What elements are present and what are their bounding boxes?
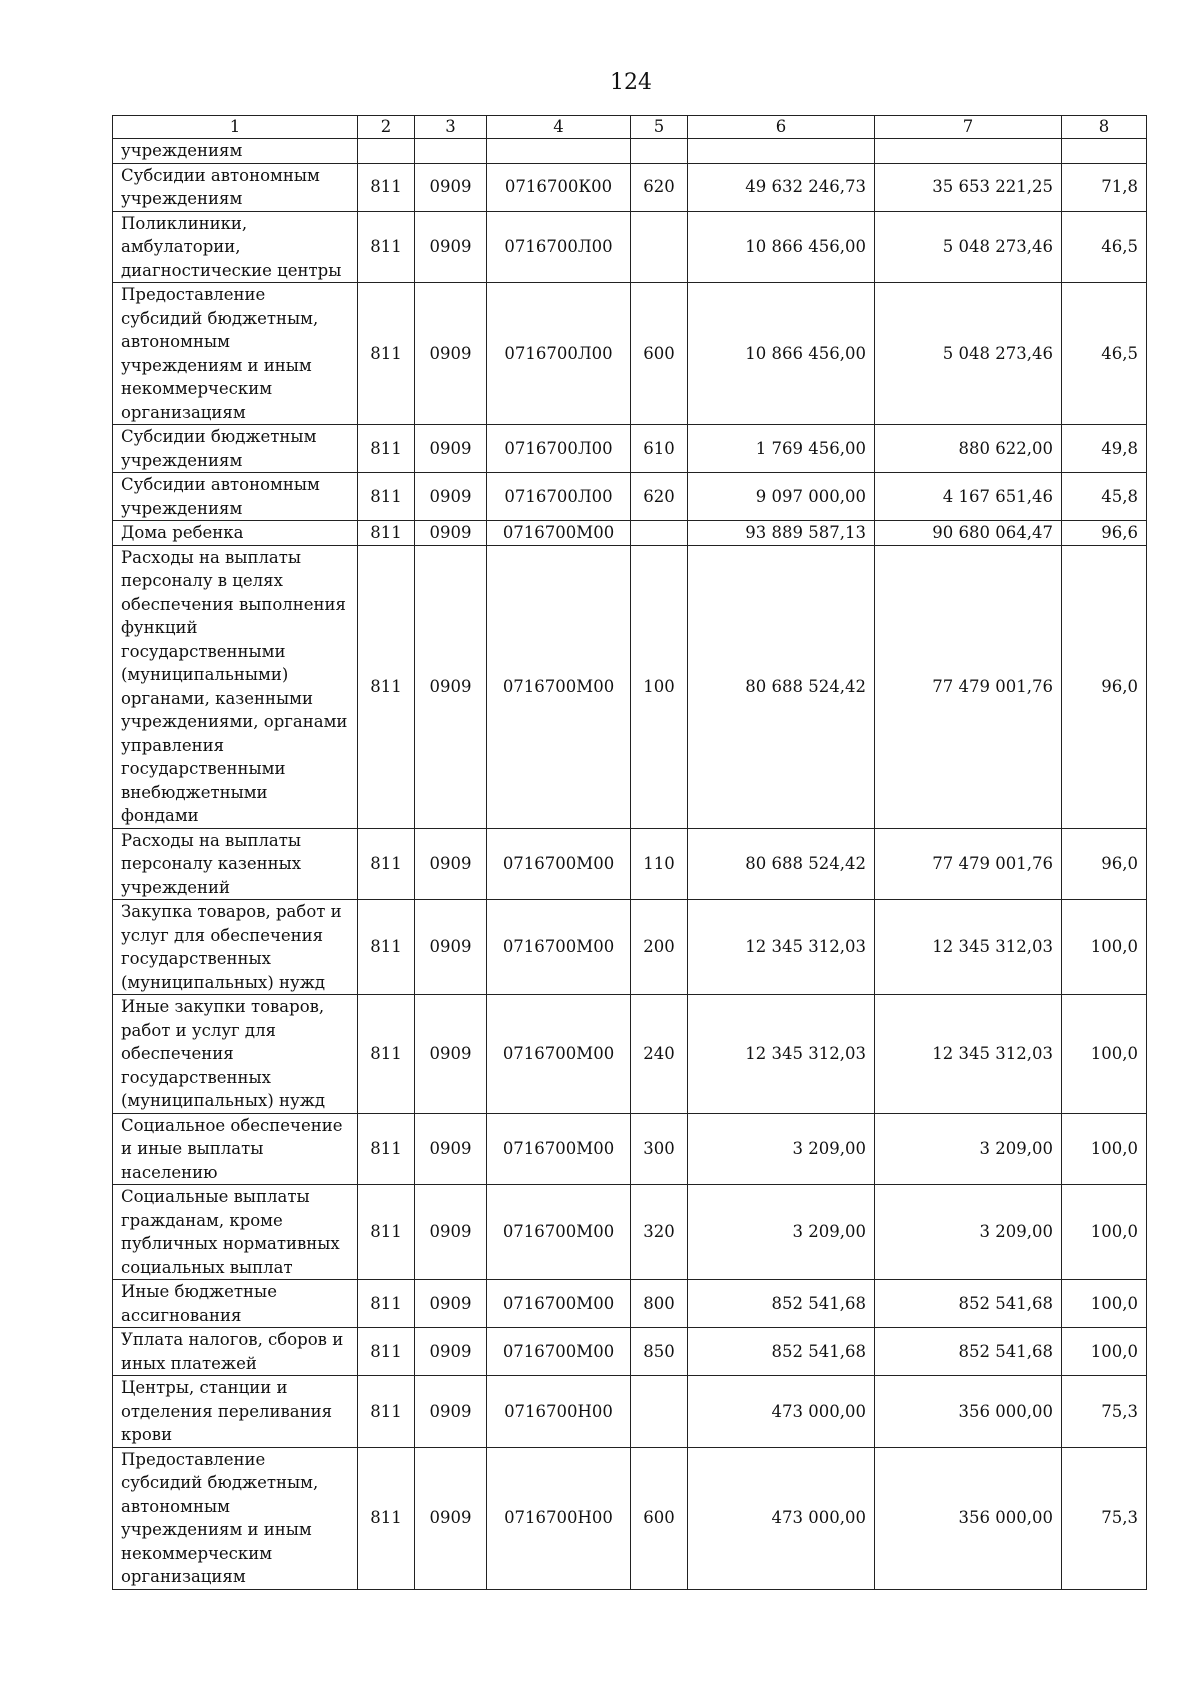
- cell-name: Расходы на выплаты персоналу в целях обеспечения выполнения функций государственными (муниципальными) органами, казенными учреждениями, органами управления государственными внебюджетными фондами: [113, 545, 358, 828]
- cell-name: Иные закупки товаров, работ и услуг для обеспечения государственных (муниципальных) нужд: [113, 995, 358, 1114]
- header-cell-1: 1: [113, 116, 358, 139]
- cell-name: Субсидии автономным учреждениям: [113, 473, 358, 521]
- cell-expense-type: 600: [631, 283, 688, 425]
- cell-target-article: 0716700Л00: [487, 473, 631, 521]
- cell-actual-amount: 4 167 651,46: [875, 473, 1062, 521]
- cell-planned-amount: 80 688 524,42: [688, 828, 875, 900]
- cell-section-code: 0909: [415, 995, 487, 1114]
- cell-department-code: 811: [358, 283, 415, 425]
- cell-name: Предоставление субсидий бюджетным, автономным учреждениям и иным некоммерческим организациям: [113, 1447, 358, 1589]
- table-row: [113, 1280, 1147, 1328]
- cell-target-article: 0716700Л00: [487, 283, 631, 425]
- cell-actual-amount: [875, 139, 1062, 164]
- cell-department-code: 811: [358, 900, 415, 995]
- cell-planned-amount: 10 866 456,00: [688, 211, 875, 283]
- cell-name: Социальное обеспечение и иные выплаты населению: [113, 1113, 358, 1185]
- cell-planned-amount: 473 000,00: [688, 1376, 875, 1448]
- cell-name: Центры, станции и отделения переливания крови: [113, 1376, 358, 1448]
- cell-target-article: 0716700М00: [487, 900, 631, 995]
- cell-name: Иные бюджетные ассигнования: [113, 1280, 358, 1328]
- cell-planned-amount: 852 541,68: [688, 1280, 875, 1328]
- cell-expense-type: 600: [631, 1447, 688, 1589]
- cell-target-article: 0716700М00: [487, 995, 631, 1114]
- header-cell-6: 6: [688, 116, 875, 139]
- cell-name: Расходы на выплаты персоналу казенных учреждений: [113, 828, 358, 900]
- cell-actual-amount: 35 653 221,25: [875, 163, 1062, 211]
- table-row: [113, 995, 1147, 1114]
- cell-section-code: 0909: [415, 211, 487, 283]
- cell-name: учреждениям: [113, 139, 358, 164]
- cell-section-code: 0909: [415, 473, 487, 521]
- cell-execution-percent: 100,0: [1062, 1280, 1147, 1328]
- cell-expense-type: 320: [631, 1185, 688, 1280]
- table-row: [113, 545, 1147, 828]
- table-row: [113, 211, 1147, 283]
- cell-target-article: 0716700М00: [487, 1280, 631, 1328]
- cell-planned-amount: [688, 139, 875, 164]
- cell-planned-amount: 93 889 587,13: [688, 521, 875, 546]
- cell-section-code: 0909: [415, 283, 487, 425]
- cell-expense-type: [631, 1376, 688, 1448]
- cell-section-code: 0909: [415, 1113, 487, 1185]
- cell-department-code: 811: [358, 1113, 415, 1185]
- table-row: [113, 473, 1147, 521]
- cell-department-code: 811: [358, 1328, 415, 1376]
- cell-section-code: [415, 139, 487, 164]
- table-row: [113, 283, 1147, 425]
- cell-expense-type: 610: [631, 425, 688, 473]
- cell-department-code: 811: [358, 163, 415, 211]
- cell-planned-amount: 12 345 312,03: [688, 995, 875, 1114]
- cell-actual-amount: 356 000,00: [875, 1447, 1062, 1589]
- cell-section-code: 0909: [415, 1328, 487, 1376]
- cell-actual-amount: 3 209,00: [875, 1185, 1062, 1280]
- header-cell-8: 8: [1062, 116, 1147, 139]
- cell-expense-type: 800: [631, 1280, 688, 1328]
- cell-section-code: 0909: [415, 1280, 487, 1328]
- cell-target-article: 0716700Н00: [487, 1447, 631, 1589]
- cell-execution-percent: 46,5: [1062, 283, 1147, 425]
- cell-execution-percent: 75,3: [1062, 1376, 1147, 1448]
- cell-name: Субсидии автономным учреждениям: [113, 163, 358, 211]
- cell-department-code: 811: [358, 1280, 415, 1328]
- cell-expense-type: 300: [631, 1113, 688, 1185]
- cell-execution-percent: 100,0: [1062, 995, 1147, 1114]
- table-row: [113, 425, 1147, 473]
- cell-department-code: 811: [358, 545, 415, 828]
- cell-execution-percent: 100,0: [1062, 1113, 1147, 1185]
- cell-expense-type: 850: [631, 1328, 688, 1376]
- cell-actual-amount: 5 048 273,46: [875, 211, 1062, 283]
- header-cell-7: 7: [875, 116, 1062, 139]
- cell-target-article: 0716700К00: [487, 163, 631, 211]
- cell-target-article: 0716700М00: [487, 828, 631, 900]
- cell-planned-amount: 473 000,00: [688, 1447, 875, 1589]
- cell-target-article: 0716700М00: [487, 545, 631, 828]
- cell-section-code: 0909: [415, 1447, 487, 1589]
- cell-actual-amount: 90 680 064,47: [875, 521, 1062, 546]
- cell-planned-amount: 49 632 246,73: [688, 163, 875, 211]
- cell-expense-type: [631, 521, 688, 546]
- cell-execution-percent: 100,0: [1062, 900, 1147, 995]
- table-row: [113, 139, 1147, 164]
- cell-actual-amount: 852 541,68: [875, 1280, 1062, 1328]
- cell-department-code: 811: [358, 1447, 415, 1589]
- cell-section-code: 0909: [415, 900, 487, 995]
- cell-actual-amount: 77 479 001,76: [875, 828, 1062, 900]
- cell-execution-percent: 96,6: [1062, 521, 1147, 546]
- cell-section-code: 0909: [415, 1376, 487, 1448]
- cell-actual-amount: 852 541,68: [875, 1328, 1062, 1376]
- table-row: [113, 1376, 1147, 1448]
- cell-execution-percent: 100,0: [1062, 1328, 1147, 1376]
- cell-actual-amount: 77 479 001,76: [875, 545, 1062, 828]
- cell-section-code: 0909: [415, 425, 487, 473]
- cell-section-code: 0909: [415, 828, 487, 900]
- cell-planned-amount: 3 209,00: [688, 1113, 875, 1185]
- header-row: [113, 116, 1147, 139]
- cell-actual-amount: 12 345 312,03: [875, 995, 1062, 1114]
- table-row: [113, 1328, 1147, 1376]
- cell-execution-percent: 96,0: [1062, 545, 1147, 828]
- cell-planned-amount: 80 688 524,42: [688, 545, 875, 828]
- table-row: [113, 828, 1147, 900]
- cell-expense-type: 620: [631, 163, 688, 211]
- cell-expense-type: 240: [631, 995, 688, 1114]
- cell-section-code: 0909: [415, 163, 487, 211]
- cell-planned-amount: 9 097 000,00: [688, 473, 875, 521]
- cell-department-code: 811: [358, 521, 415, 546]
- cell-name: Дома ребенка: [113, 521, 358, 546]
- table-row: [113, 1185, 1147, 1280]
- cell-expense-type: 620: [631, 473, 688, 521]
- header-cell-2: 2: [358, 116, 415, 139]
- cell-execution-percent: 96,0: [1062, 828, 1147, 900]
- page-number: 124: [610, 70, 652, 95]
- cell-name: Поликлиники, амбулатории, диагностические центры: [113, 211, 358, 283]
- budget-table: [112, 115, 1147, 1590]
- header-cell-4: 4: [487, 116, 631, 139]
- cell-name: Закупка товаров, работ и услуг для обеспечения государственных (муниципальных) нужд: [113, 900, 358, 995]
- cell-section-code: 0909: [415, 545, 487, 828]
- table-row: [113, 900, 1147, 995]
- header-cell-5: 5: [631, 116, 688, 139]
- cell-planned-amount: 1 769 456,00: [688, 425, 875, 473]
- cell-name: Субсидии бюджетным учреждениям: [113, 425, 358, 473]
- table-row: [113, 163, 1147, 211]
- cell-expense-type: 110: [631, 828, 688, 900]
- cell-execution-percent: 100,0: [1062, 1185, 1147, 1280]
- cell-planned-amount: 12 345 312,03: [688, 900, 875, 995]
- cell-planned-amount: 852 541,68: [688, 1328, 875, 1376]
- cell-department-code: 811: [358, 473, 415, 521]
- cell-expense-type: 100: [631, 545, 688, 828]
- cell-execution-percent: 49,8: [1062, 425, 1147, 473]
- cell-department-code: 811: [358, 995, 415, 1114]
- cell-expense-type: 200: [631, 900, 688, 995]
- cell-execution-percent: 46,5: [1062, 211, 1147, 283]
- cell-target-article: 0716700М00: [487, 1328, 631, 1376]
- cell-target-article: 0716700Л00: [487, 211, 631, 283]
- cell-target-article: 0716700Л00: [487, 425, 631, 473]
- cell-actual-amount: 880 622,00: [875, 425, 1062, 473]
- cell-target-article: 0716700Н00: [487, 1376, 631, 1448]
- cell-name: Предоставление субсидий бюджетным, автономным учреждениям и иным некоммерческим организациям: [113, 283, 358, 425]
- cell-actual-amount: 3 209,00: [875, 1113, 1062, 1185]
- cell-execution-percent: 45,8: [1062, 473, 1147, 521]
- cell-department-code: 811: [358, 1376, 415, 1448]
- cell-section-code: 0909: [415, 521, 487, 546]
- cell-expense-type: [631, 211, 688, 283]
- cell-target-article: [487, 139, 631, 164]
- cell-planned-amount: 3 209,00: [688, 1185, 875, 1280]
- table-row: [113, 1113, 1147, 1185]
- cell-name: Уплата налогов, сборов и иных платежей: [113, 1328, 358, 1376]
- cell-name: Социальные выплаты гражданам, кроме публичных нормативных социальных выплат: [113, 1185, 358, 1280]
- cell-actual-amount: 356 000,00: [875, 1376, 1062, 1448]
- table-row: [113, 1447, 1147, 1589]
- cell-target-article: 0716700М00: [487, 1185, 631, 1280]
- cell-execution-percent: 71,8: [1062, 163, 1147, 211]
- cell-target-article: 0716700М00: [487, 1113, 631, 1185]
- cell-actual-amount: 5 048 273,46: [875, 283, 1062, 425]
- cell-execution-percent: [1062, 139, 1147, 164]
- table-body: [113, 139, 1147, 1590]
- cell-actual-amount: 12 345 312,03: [875, 900, 1062, 995]
- cell-expense-type: [631, 139, 688, 164]
- cell-department-code: 811: [358, 211, 415, 283]
- header-cell-3: 3: [415, 116, 487, 139]
- cell-execution-percent: 75,3: [1062, 1447, 1147, 1589]
- cell-department-code: 811: [358, 1185, 415, 1280]
- cell-department-code: 811: [358, 828, 415, 900]
- cell-department-code: 811: [358, 425, 415, 473]
- cell-planned-amount: 10 866 456,00: [688, 283, 875, 425]
- cell-department-code: [358, 139, 415, 164]
- cell-target-article: 0716700М00: [487, 521, 631, 546]
- cell-section-code: 0909: [415, 1185, 487, 1280]
- table-row: [113, 521, 1147, 546]
